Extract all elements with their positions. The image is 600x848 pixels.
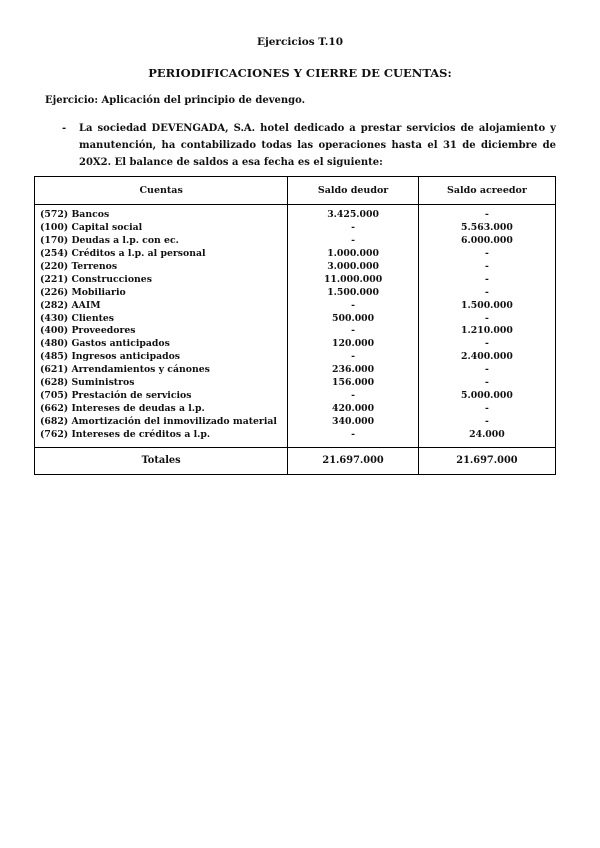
debit-line: 500.000 [332, 312, 375, 324]
account-line: (220) Terrenos [40, 260, 118, 272]
debit-line: - [351, 351, 355, 363]
debit-line: - [351, 234, 355, 246]
debit-line: 1.000.000 [327, 247, 379, 259]
account-line: (572) Bancos [40, 209, 110, 220]
account-line: (662) Intereses de deudas a l.p. [40, 403, 205, 415]
balance-table [34, 176, 556, 475]
credit-line: 5.000.000 [461, 390, 513, 402]
account-line: (254) Créditos a l.p. al personal [40, 247, 206, 259]
credit-line: - [485, 364, 489, 376]
debit-line: 11.000.000 [323, 273, 383, 285]
debit-column [288, 205, 419, 448]
credit-line: - [485, 260, 489, 272]
credit-line: - [485, 273, 489, 285]
account-line: (400) Proveedores [40, 325, 136, 337]
debit-line: 120.000 [332, 338, 375, 350]
credit-line: - [485, 312, 489, 324]
header-saldo-deudor: Saldo deudor [288, 177, 419, 205]
table-header-row [35, 177, 556, 205]
totals-row [35, 447, 556, 474]
debit-line: 1.500.000 [327, 286, 379, 298]
account-line: (762) Intereses de créditos a l.p. [40, 428, 211, 440]
debit-line: 156.000 [332, 377, 375, 389]
account-line: (221) Construcciones [40, 273, 152, 285]
credit-column [418, 205, 555, 448]
intro-text: La sociedad DEVENGADA, S.A. hotel dedicado a prestar servicios de alojamiento y manutención, ha contabilizado todas las operaciones hasta el 31 de diciembre de 20X2. El balance de saldos a esa fecha es el siguiente: [79, 123, 556, 168]
totals-debit: 21.697.000 [288, 447, 419, 474]
credit-line: 5.563.000 [461, 221, 513, 233]
account-line: (170) Deudas a l.p. con ec. [40, 234, 179, 246]
page-title: Ejercicios T.10 [256, 36, 344, 48]
debit-line: - [351, 428, 355, 440]
credit-line: 1.210.000 [461, 325, 513, 337]
intro-paragraph [62, 120, 556, 171]
credit-line: - [485, 416, 489, 427]
credit-line: 2.400.000 [461, 351, 513, 363]
credit-line: - [485, 247, 489, 259]
header-cuentas: Cuentas [35, 177, 288, 205]
debit-line: 340.000 [332, 416, 375, 427]
table-body-row [35, 205, 556, 448]
credit-line: 24.000 [469, 428, 505, 440]
accounts-column [35, 205, 288, 448]
header-saldo-acreedor: Saldo acreedor [418, 177, 555, 205]
account-line: (621) Arrendamientos y cánones [40, 364, 210, 376]
credit-line: - [485, 338, 489, 350]
account-line: (705) Prestación de servicios [40, 390, 192, 402]
debit-line: - [351, 299, 355, 311]
credit-line: - [485, 377, 489, 389]
account-line: (226) Mobiliario [40, 286, 126, 298]
exercise-label: Ejercicio: Aplicación del principio de devengo. [45, 95, 306, 106]
debit-line: 3.425.000 [327, 209, 379, 220]
main-heading: PERIODIFICACIONES Y CIERRE DE CUENTAS: [148, 66, 452, 80]
account-line: (682) Amortización del inmovilizado material [40, 416, 277, 427]
credit-line: 1.500.000 [461, 299, 513, 311]
bullet-dash: - [62, 123, 67, 134]
account-line: (282) AAIM [40, 299, 101, 311]
totals-label: Totales [35, 447, 288, 474]
account-line: (480) Gastos anticipados [40, 338, 170, 350]
credit-line: - [485, 286, 489, 298]
account-line: (485) Ingresos anticipados [40, 351, 181, 363]
debit-line: - [351, 325, 355, 337]
debit-line: 236.000 [332, 364, 375, 376]
account-line: (628) Suministros [40, 377, 135, 389]
credit-line: 6.000.000 [461, 234, 513, 246]
credit-line: - [485, 209, 489, 220]
debit-line: - [351, 221, 355, 233]
credit-line: - [485, 403, 489, 415]
debit-line: 420.000 [332, 403, 375, 415]
account-line: (100) Capital social [40, 221, 143, 233]
debit-line: - [351, 390, 355, 402]
totals-credit: 21.697.000 [418, 447, 555, 474]
debit-line: 3.000.000 [327, 260, 379, 272]
account-line: (430) Clientes [40, 312, 115, 324]
